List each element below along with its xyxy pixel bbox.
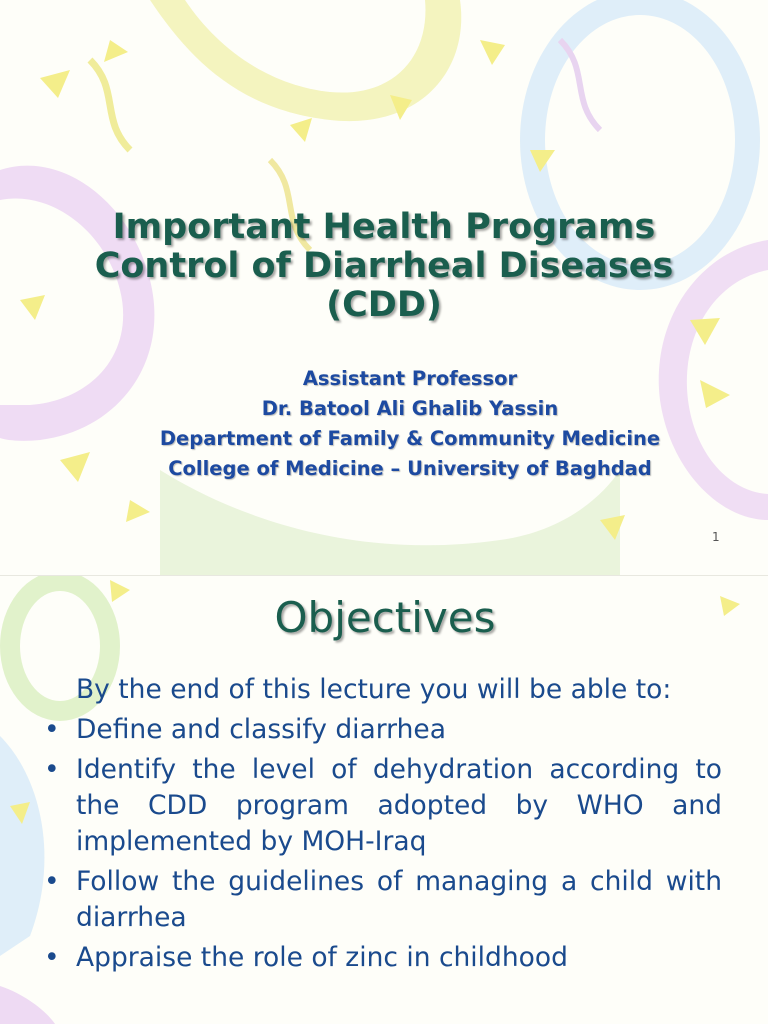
- author-college: College of Medicine – University of Baghdad: [168, 457, 652, 480]
- streamer: [90, 60, 130, 150]
- title-line: Important Health Programs: [112, 207, 656, 247]
- balloon-shape-blue: [0, 736, 44, 956]
- author-department: Department of Family & Community Medicine: [159, 427, 661, 450]
- confetti: [126, 500, 150, 522]
- bullet-icon: •: [44, 942, 60, 973]
- title-line: (CDD): [326, 285, 442, 325]
- list-item: [44, 712, 722, 748]
- list-item-text: Define and classify diarrhea: [76, 714, 446, 745]
- bullet-icon: •: [44, 754, 60, 785]
- page-number: 1: [712, 530, 720, 544]
- list-item-text: Appraise the role of zinc in childhood: [76, 942, 568, 973]
- objectives-list: [44, 712, 722, 976]
- balloon-shape-green: [160, 470, 620, 576]
- confetti: [290, 118, 312, 142]
- author-name: Dr. Batool Ali Ghalib Yassin: [261, 397, 559, 420]
- bullet-icon: •: [44, 714, 60, 745]
- balloon-shape-lilac: [0, 986, 55, 1024]
- list-item-text: Identify the level of dehydration according to the CDD program adopted by WHO and implemented by MOH-Iraq: [76, 754, 722, 857]
- list-item: [44, 864, 722, 936]
- confetti: [40, 70, 70, 98]
- author-title: Assistant Professor: [302, 367, 518, 390]
- slide-title: [0, 208, 768, 325]
- author-credits: [0, 364, 768, 484]
- title-line: Control of Diarrheal Diseases: [94, 246, 674, 286]
- objectives-slide: [0, 576, 768, 1024]
- list-item-text: Follow the guidelines of managing a child with diarrhea: [76, 866, 722, 933]
- bullet-icon: •: [44, 866, 60, 897]
- objectives-content: [44, 672, 722, 980]
- objectives-intro: By the end of this lecture you will be able to:: [76, 674, 672, 705]
- list-item: [44, 752, 722, 860]
- slide-title: Objectives: [274, 593, 496, 642]
- confetti: [480, 40, 505, 65]
- confetti: [104, 40, 128, 62]
- list-item: [44, 940, 722, 976]
